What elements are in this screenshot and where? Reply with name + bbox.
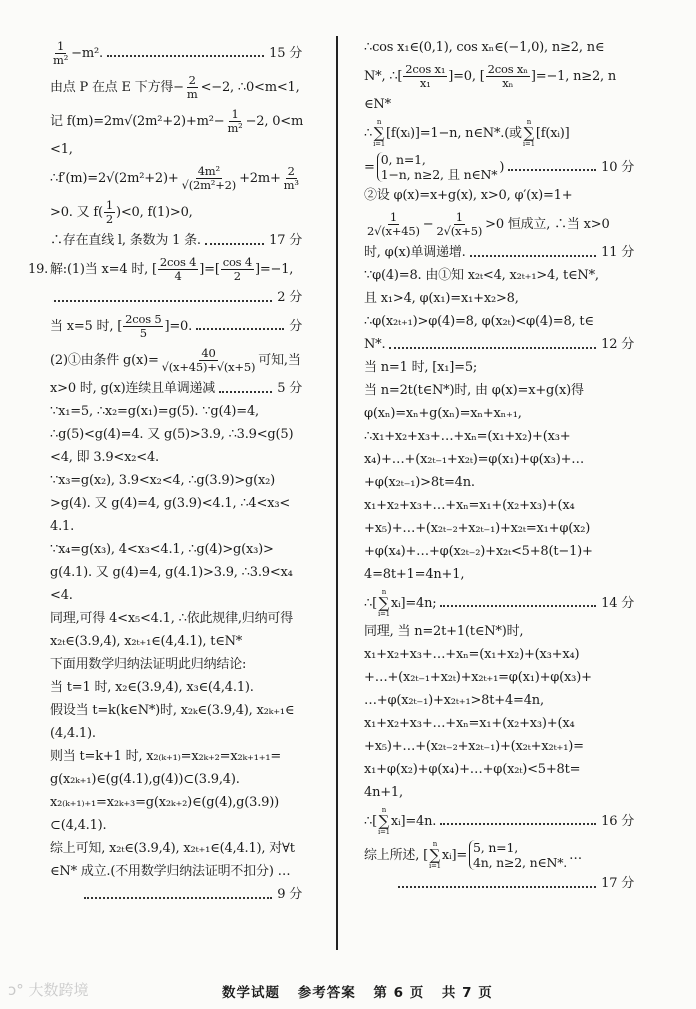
text-run: ∴φ(x₂ₜ₊₁)>φ(4)=8, φ(x₂ₜ)<φ(4)=8, t∈ <box>364 314 594 329</box>
text-run: >0 恒成立, ∴当 x>0 <box>485 216 610 232</box>
text-run: ]=[ <box>199 261 220 277</box>
denominator: 2√(x+45) <box>367 223 420 238</box>
dotted-leader <box>219 391 272 393</box>
fraction <box>160 347 258 374</box>
text-run: 综上可知, x₂ₜ∈(3.9,4), x₂ₜ₊₁∈(4,4.1), 对∀t <box>50 841 295 856</box>
score-label: 10 分 <box>601 159 634 175</box>
text-line <box>50 768 302 791</box>
text-line <box>364 643 634 666</box>
text-line <box>50 630 302 653</box>
text-line <box>50 36 302 70</box>
denominator: 5 <box>139 325 147 340</box>
text-run: x₁+x₂+x₃+…+xₙ=x₁+(x₂+x₃)+(x₄ <box>364 716 575 731</box>
text-line <box>50 722 302 745</box>
text-line <box>50 309 302 343</box>
fraction <box>221 256 254 283</box>
text-run: x₄)+…+(x₂ₜ₋₁+x₂ₜ)=φ(x₁)+φ(x₃)+… <box>364 452 585 467</box>
denominator: √(2m²+2) <box>181 177 237 192</box>
text-line <box>50 104 302 138</box>
text-run: ∴[ <box>364 595 377 611</box>
text-run: 下面用数学归纳法证明此归纳结论: <box>50 657 247 672</box>
text-line <box>364 287 634 310</box>
text-line <box>50 814 302 837</box>
numerator: 2cos x₁ <box>405 61 446 76</box>
text-run: −m². <box>71 45 103 61</box>
numerator: 2 <box>188 72 196 87</box>
text-run: 当 t=1 时, x₂∈(3.9,4), x₃∈(4,4.1). <box>50 680 254 695</box>
score-label: 9 分 <box>277 887 302 902</box>
denominator: m² <box>53 52 69 67</box>
text-run: = <box>364 159 375 175</box>
text-run: <−2, ∴0<m<1, <box>200 79 300 95</box>
text-line <box>50 70 302 104</box>
text-line <box>364 448 634 471</box>
text-run: ∴cos x₁∈(0,1), cos xₙ∈(−1,0), n≥2, n∈ <box>364 40 605 55</box>
text-line <box>364 471 634 494</box>
text-run: 解:(1)当 x=4 时, [ <box>50 261 157 277</box>
text-run: ∵x₁=5, ∴x₂=g(x₁)=g(5). ∵g(4)=4, <box>50 404 259 419</box>
fraction <box>282 165 301 192</box>
sum-lower: i=1 <box>377 828 390 836</box>
fraction <box>180 165 239 192</box>
text-line <box>364 59 634 93</box>
text-line <box>364 872 634 895</box>
score-label: 5 分 <box>277 381 302 396</box>
text-run: 时, φ(x)单调递增. <box>364 245 466 260</box>
text-line <box>364 402 634 425</box>
summation <box>373 118 385 148</box>
text-run: x₂₍ₖ₊₁₎₊₁=x₂ₖ₊₃=g(x₂ₖ₊₂)∈(g(4),g(3.9)) <box>50 795 279 810</box>
text-line <box>364 620 634 643</box>
denominator: x₁ <box>419 75 431 90</box>
case-2: 4n, n≥2, n∈N*. <box>473 855 568 870</box>
denominator: m³ <box>283 177 299 192</box>
text-run: >0. 又 f( <box>50 204 103 220</box>
numerator: 1 <box>389 209 397 224</box>
text-line <box>50 607 302 630</box>
text-run: (4,4.1). <box>50 726 96 741</box>
text-run: ∈N* <box>364 97 391 112</box>
text-run: )<0, f(1)>0, <box>115 204 193 220</box>
text-run: ∴x₁+x₂+x₃+…+xₙ=(x₁+x₂)+(x₃+ <box>364 429 571 444</box>
text-line <box>50 676 302 699</box>
sigma-symbol: ∑ <box>429 846 441 864</box>
text-run: 由点 P 在点 E 下方得− <box>50 79 184 95</box>
text-run: 假设当 t=k(k∈N*)时, x₂ₖ∈(3.9,4), x₂ₖ₊₁∈ <box>50 703 295 718</box>
text-run: φ(xₙ)=xₙ+g(xₙ)=xₙ+xₙ₊₁, <box>364 406 522 421</box>
score-label: 11 分 <box>601 245 634 260</box>
piecewise-cases <box>377 152 498 182</box>
text-line <box>364 666 634 689</box>
text-run: 当 n=1 时, [x₁]=5; <box>364 360 478 375</box>
text-line <box>50 699 302 722</box>
text-run: x₁+x₂+x₃+…+xₙ=x₁+(x₂+x₃)+(x₄ <box>364 498 575 513</box>
dotted-leader <box>196 328 284 330</box>
numerator: 1 <box>57 38 65 53</box>
sigma-symbol: ∑ <box>523 124 535 142</box>
denominator: xₙ <box>502 75 514 90</box>
text-line <box>364 494 634 517</box>
fraction <box>123 313 163 340</box>
fraction <box>434 211 484 238</box>
sum-lower: i=1 <box>377 610 390 618</box>
text-line <box>364 184 634 207</box>
sum-lower: i=1 <box>428 862 441 870</box>
text-run: ]=0. <box>164 318 193 334</box>
text-line <box>364 425 634 448</box>
text-run: ∴g(5)<g(4)=4. 又 g(5)>3.9, ∴3.9<g(5) <box>50 427 294 442</box>
text-line <box>364 264 634 287</box>
case-1: 0, n=1, <box>380 152 426 167</box>
numerator: 2cos xₙ <box>487 61 528 76</box>
text-line <box>364 735 634 758</box>
score-label: 15 分 <box>269 45 302 61</box>
text-line <box>50 837 302 860</box>
text-run: … <box>569 847 582 863</box>
text-line <box>50 745 302 768</box>
numerator: 40 <box>201 345 216 360</box>
text-run: ∵φ(4)=8. 由①知 x₂ₜ<4, x₂ₜ₊₁>4, t∈N*, <box>364 268 599 283</box>
text-run: 可知,当 <box>258 352 301 368</box>
text-run: +x₅)+…+(x₂ₜ₋₂+x₂ₜ₋₁)+x₂ₜ=x₁+φ(x₂) <box>364 521 591 536</box>
dotted-leader <box>389 347 596 349</box>
watermark-logo: ↄ° 大数跨境 <box>8 981 89 999</box>
denominator: m² <box>227 120 243 135</box>
fraction <box>51 40 70 67</box>
footer-doc: 参考答案 <box>297 985 356 1001</box>
text-run: ②设 φ(x)=x+g(x), x>0, φ′(x)=1+ <box>364 188 573 203</box>
denominator: 2√(x+5) <box>436 223 483 238</box>
fraction <box>104 199 115 226</box>
score-label: 17 分 <box>601 876 634 891</box>
text-run: [f(xᵢ)]=1−n, n∈N*.(或 <box>386 125 522 141</box>
text-line <box>364 540 634 563</box>
text-run: 综上所述, [ <box>364 847 428 863</box>
text-line <box>50 423 302 446</box>
text-run: g(4.1). 又 g(4)=4, g(4.1)>3.9, ∴3.9<x₄ <box>50 565 293 580</box>
text-run: N*. <box>364 337 386 352</box>
sum-upper: n <box>376 118 382 126</box>
denominator: 4 <box>174 268 182 283</box>
text-run: x₁+x₂+x₃+…+xₙ=(x₁+x₂)+(x₃+x₄) <box>364 647 580 662</box>
text-line <box>364 838 634 872</box>
numerator: 1 <box>105 197 113 212</box>
text-run: 则当 t=k+1 时, x₂₍ₖ₊₁₎=x₂ₖ₊₂=x₂ₖ₊₁₊₁= <box>50 749 282 764</box>
sum-upper: n <box>381 588 387 596</box>
column-divider <box>336 36 338 950</box>
text-line <box>50 492 302 515</box>
fraction <box>158 256 198 283</box>
text-run: ∴[ <box>364 813 377 829</box>
text-run: 同理, 当 n=2t+1(t∈N*)时, <box>364 624 524 639</box>
text-line <box>364 36 634 59</box>
text-line <box>364 207 634 241</box>
text-run: x₂ₜ∈(3.9,4), x₂ₜ₊₁∈(4,4.1), t∈N* <box>50 634 243 649</box>
text-run: +x₅)+…+(x₂ₜ₋₂+x₂ₜ₋₁)+(x₂ₜ+x₂ₜ₊₁)= <box>364 739 584 754</box>
text-line <box>50 229 302 252</box>
text-run: ]=−1, <box>254 261 294 277</box>
text-line <box>364 93 634 116</box>
text-run: xᵢ]=4n; <box>390 595 437 611</box>
text-run: >g(4). 又 g(4)=4, g(3.9)<4.1, ∴4<x₃< <box>50 496 291 511</box>
text-line <box>364 310 634 333</box>
summation <box>378 588 390 618</box>
text-line <box>50 883 302 906</box>
text-run: x₁+φ(x₂)+φ(x₄)+…+φ(x₂ₜ)<5+8t= <box>364 762 581 777</box>
numerator: cos 4 <box>222 254 252 269</box>
text-line <box>364 116 634 150</box>
text-line <box>50 469 302 492</box>
score-label: 分 <box>289 318 302 334</box>
text-line <box>28 252 302 286</box>
sigma-symbol: ∑ <box>378 812 390 830</box>
text-line <box>364 758 634 781</box>
text-run: (2)①由条件 g(x)= <box>50 352 159 368</box>
text-line <box>50 377 302 400</box>
footer-page: 第 6 页 <box>373 985 425 1001</box>
text-run: xᵢ]= <box>441 847 468 863</box>
text-run: xᵢ]=4n. <box>390 813 437 829</box>
text-line <box>50 515 302 538</box>
summation <box>378 806 390 836</box>
text-line <box>50 446 302 469</box>
score-label: 2 分 <box>277 290 302 305</box>
text-line <box>50 343 302 377</box>
numerator: 2cos 5 <box>125 311 162 326</box>
numerator: 2 <box>287 163 295 178</box>
numerator: 1 <box>231 106 239 121</box>
sum-upper: n <box>432 840 438 848</box>
text-line <box>364 379 634 402</box>
text-run: 同理,可得 4<x₅<4.1, ∴依此规律,归纳可得 <box>50 611 294 626</box>
denominator: 2 <box>105 211 113 226</box>
text-run: x>0 时, g(x)连续且单调递减 <box>50 381 216 396</box>
watermark-text: 大数跨境 <box>28 981 89 999</box>
text-run: +φ(x₂ₜ₋₁)>8t=4n. <box>364 475 475 490</box>
text-line <box>364 586 634 620</box>
text-run: <4. <box>50 588 73 603</box>
text-run: ∴ <box>364 125 373 141</box>
sigma-symbol: ∑ <box>373 124 385 142</box>
sum-upper: n <box>526 118 532 126</box>
text-run: ) <box>499 159 505 175</box>
score-label: 14 分 <box>601 595 634 611</box>
dotted-leader <box>470 255 597 257</box>
text-line <box>364 356 634 379</box>
text-line <box>50 791 302 814</box>
dotted-leader <box>54 300 272 302</box>
case-1: 5, n=1, <box>473 840 518 855</box>
text-run: <1, <box>50 142 73 157</box>
text-line <box>50 161 302 195</box>
text-run: 4=8t+1=4n+1, <box>364 567 465 582</box>
text-line <box>364 689 634 712</box>
fraction <box>225 108 244 135</box>
text-line <box>364 563 634 586</box>
text-run: ⊂(4,4.1). <box>50 818 107 833</box>
footer-total: 共 7 页 <box>441 985 493 1001</box>
text-line <box>364 712 634 735</box>
text-run: ∴f′(m)=2√(2m²+2)+ <box>50 170 179 186</box>
text-run: 且 x₁>4, φ(x₁)=x₁+x₂>8, <box>364 291 519 306</box>
score-label: 16 分 <box>601 813 634 829</box>
sum-upper: n <box>381 806 387 814</box>
right-column <box>364 36 634 895</box>
text-line <box>50 860 302 883</box>
case-2: 1−n, n≥2, 且 n∈N* <box>380 167 498 182</box>
text-line <box>50 561 302 584</box>
summation <box>429 840 441 870</box>
footer-subject: 数学试题 <box>222 985 280 1001</box>
dotted-leader <box>440 823 596 825</box>
text-run: ]=−1, n≥2, n <box>530 68 617 84</box>
sum-lower: i=1 <box>522 140 535 148</box>
score-label: 17 分 <box>269 233 302 248</box>
text-line <box>50 286 302 309</box>
denominator: √(x+45)+√(x+5) <box>161 359 256 374</box>
text-run: [f(xᵢ)] <box>535 125 570 141</box>
text-run: 当 n=2t(t∈N*)时, 由 φ(x)=x+g(x)得 <box>364 383 584 398</box>
left-column <box>28 36 304 906</box>
text-line <box>50 138 302 161</box>
text-line <box>364 781 634 804</box>
fraction <box>365 211 422 238</box>
text-run: +φ(x₄)+…+φ(x₂ₜ₋₂)+x₂ₜ<5+8(t−1)+ <box>364 544 593 559</box>
dotted-leader <box>440 605 596 607</box>
text-run: 4.1. <box>50 519 75 534</box>
dotted-leader <box>205 243 264 245</box>
text-run: g(x₂ₖ₊₁)∈(g(4.1),g(4))⊂(3.9,4). <box>50 772 240 787</box>
numerator: 4m² <box>197 163 220 178</box>
text-run: ]=0, [ <box>448 68 485 84</box>
text-run: N*, ∴[ <box>364 68 403 84</box>
text-run: −2, 0<m <box>245 113 304 129</box>
text-run: <4, 即 3.9<x₂<4. <box>50 450 159 465</box>
fraction <box>403 63 447 90</box>
denominator: 2 <box>233 268 241 283</box>
piecewise-cases <box>469 840 567 870</box>
text-run: − <box>422 216 434 232</box>
text-line <box>50 400 302 423</box>
numerator: 2cos 4 <box>159 254 197 269</box>
text-line <box>50 584 302 607</box>
page-footer <box>222 981 505 1001</box>
text-run: ∵x₃=g(x₂), 3.9<x₂<4, ∴g(3.9)>g(x₂) <box>50 473 276 488</box>
sum-lower: i=1 <box>373 140 386 148</box>
text-run: ∈N* 成立.(不用数学归纳法证明不扣分) … <box>50 864 291 879</box>
text-run: +2m+ <box>239 170 281 186</box>
question-number: 19. <box>28 261 49 277</box>
text-run: 记 f(m)=2m√(2m²+2)+m²− <box>50 113 225 129</box>
fraction <box>185 74 200 101</box>
sigma-symbol: ∑ <box>378 594 390 612</box>
score-label: 12 分 <box>601 337 634 352</box>
text-run: ∵x₄=g(x₃), 4<x₃<4.1, ∴g(4)>g(x₃)> <box>50 542 274 557</box>
summation <box>523 118 535 148</box>
text-line <box>50 195 302 229</box>
text-line <box>50 653 302 676</box>
numerator: 1 <box>455 209 463 224</box>
dotted-leader <box>508 169 596 171</box>
text-run: ∴存在直线 l, 条数为 1 条. <box>50 233 201 248</box>
text-run: +…+(x₂ₜ₋₁+x₂ₜ)+x₂ₜ₊₁=φ(x₁)+φ(x₃)+ <box>364 670 592 685</box>
fraction <box>486 63 530 90</box>
text-line <box>364 241 634 264</box>
denominator: m <box>186 86 198 101</box>
text-run: …+φ(x₂ₜ₋₁)+x₂ₜ₊₁>8t+4=4n, <box>364 693 544 708</box>
dotted-leader <box>107 55 264 57</box>
text-line <box>364 517 634 540</box>
text-line <box>364 150 634 184</box>
text-run: 4n+1, <box>364 785 403 800</box>
dotted-leader <box>84 897 272 899</box>
text-line <box>364 333 634 356</box>
text-line <box>364 804 634 838</box>
text-line <box>50 538 302 561</box>
text-run: 当 x=5 时, [ <box>50 318 123 334</box>
dotted-leader <box>398 886 596 888</box>
